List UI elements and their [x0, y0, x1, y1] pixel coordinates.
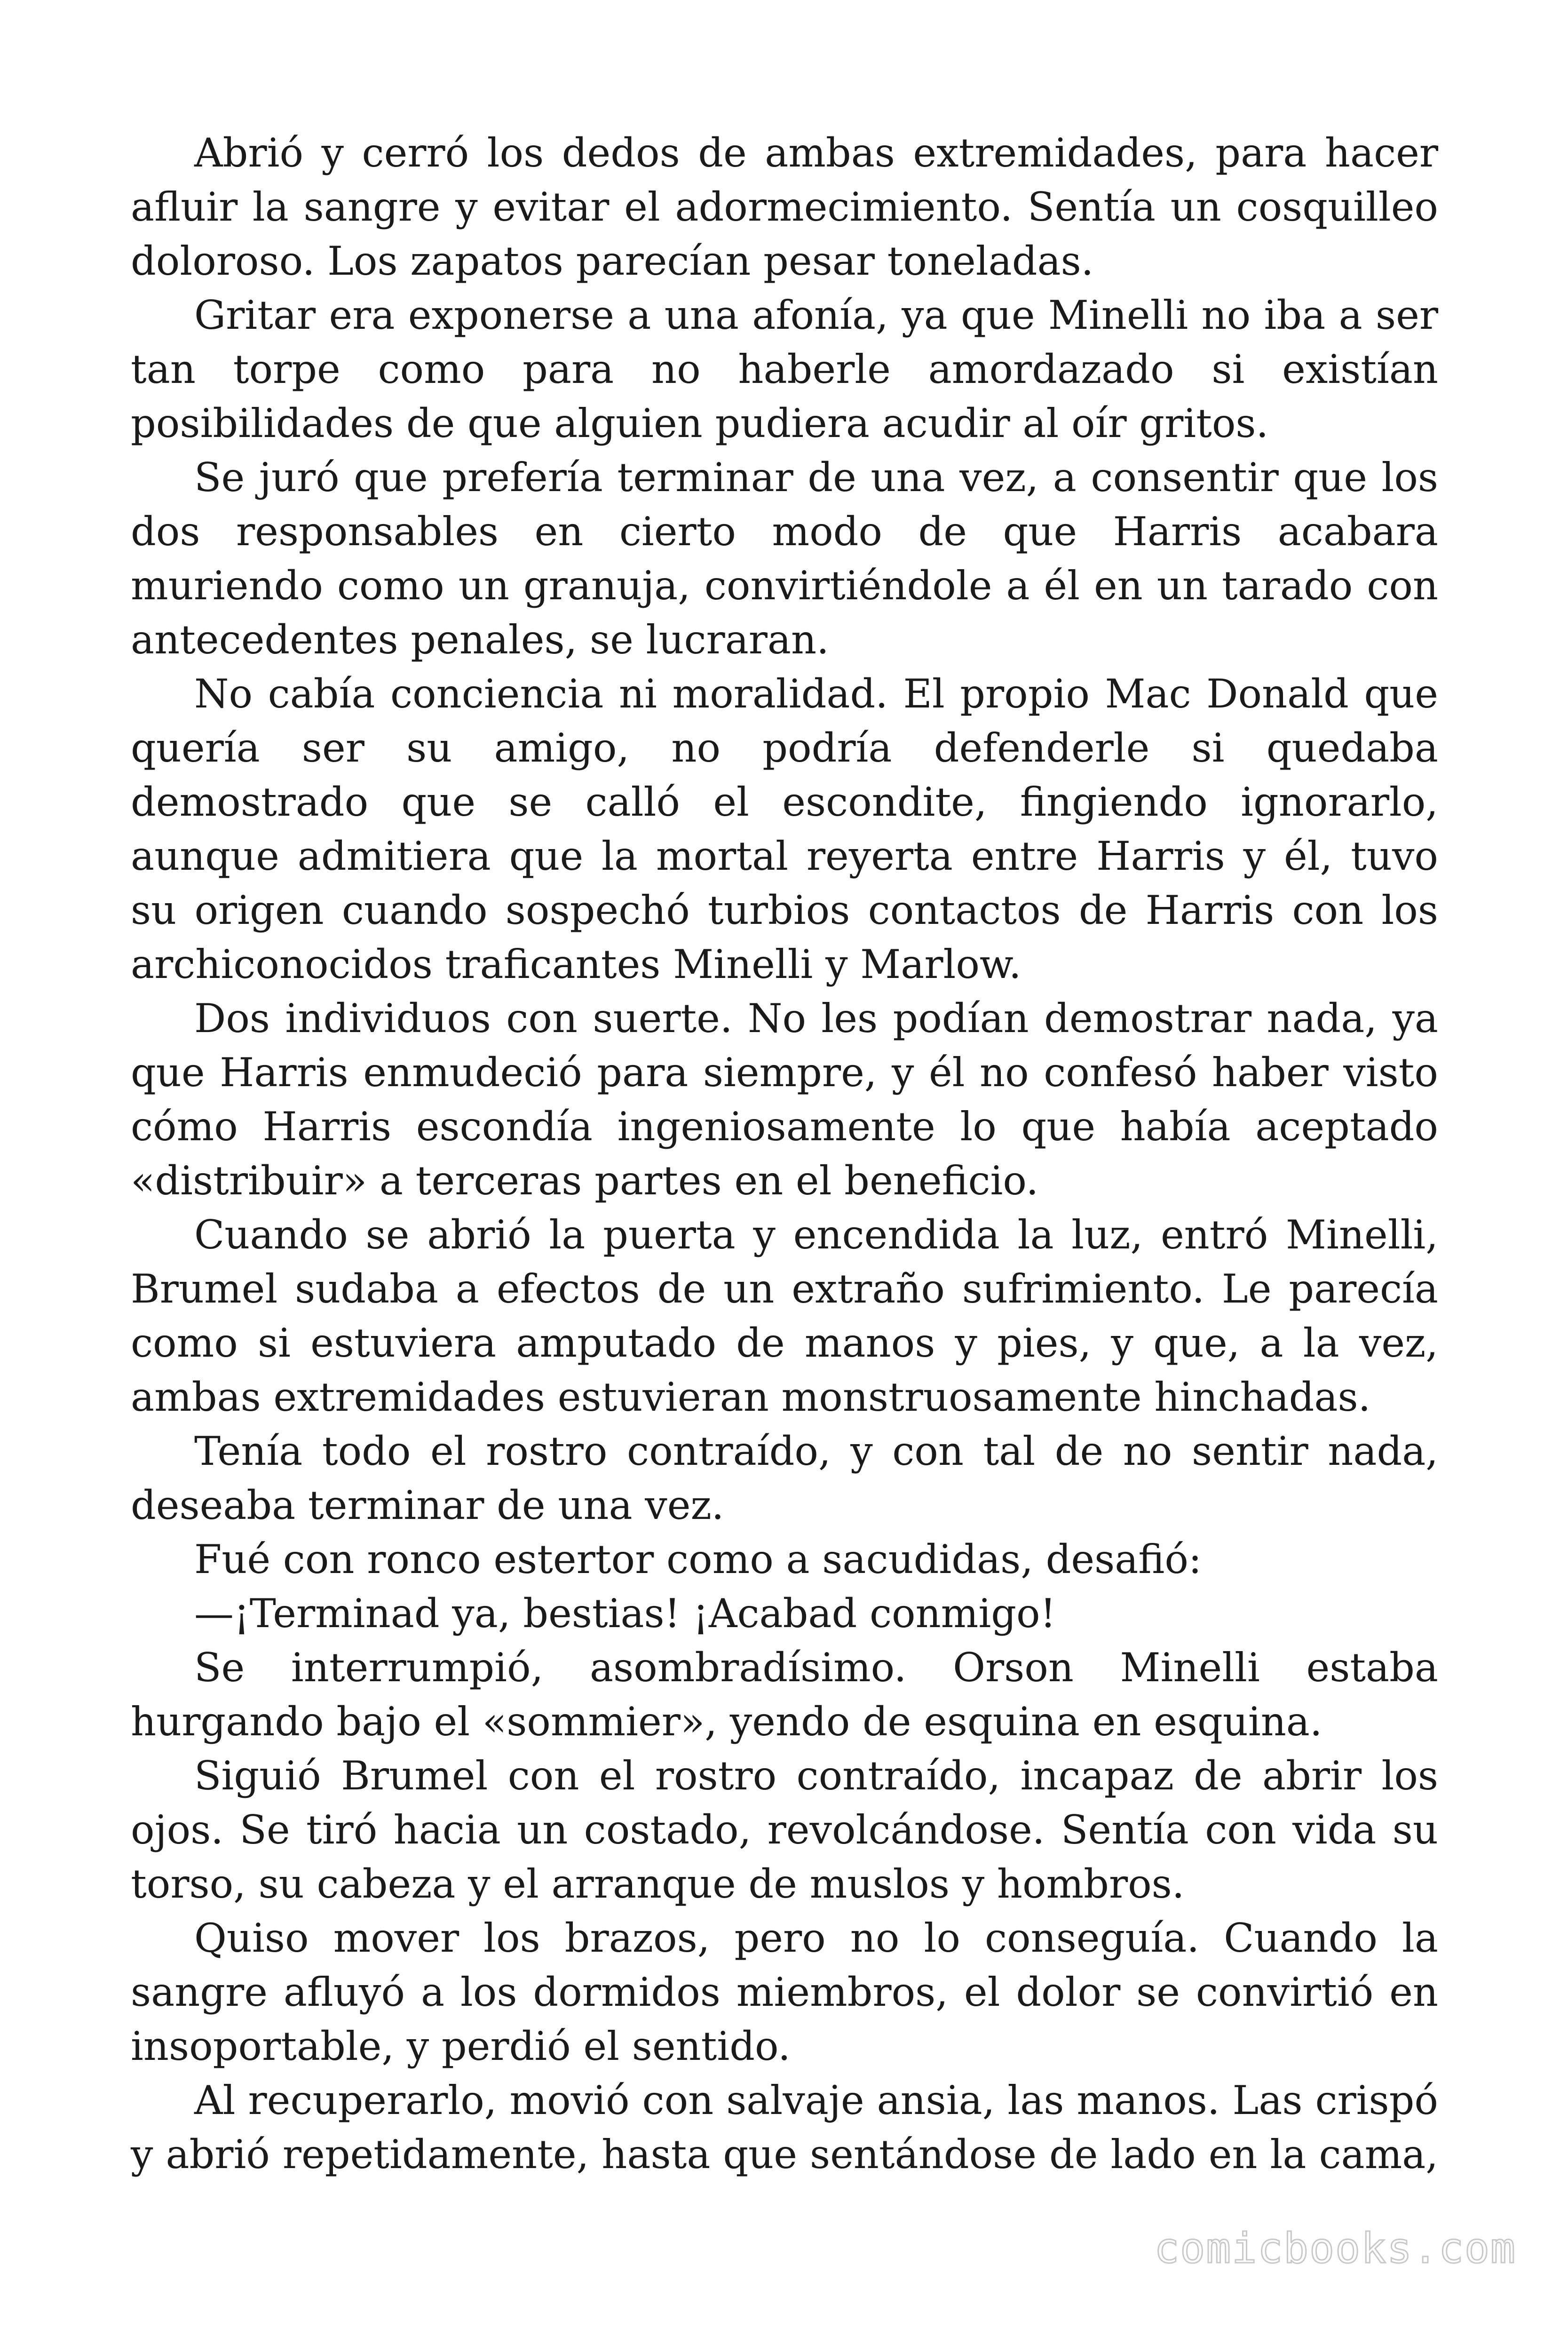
paragraph: —¡Terminad ya, bestias! ¡Acabad conmigo! — [194, 1590, 1056, 1637]
paragraph: Gritar era exponerse a una afonía, ya que Minelli no iba a ser tan torpe como para no haberle amordazado si existían posibilidades de que alguien pudiera acudir al oír gritos. — [131, 292, 1438, 446]
paragraph: Fué con ronco estertor como a sacudidas, desafió: — [194, 1536, 1202, 1582]
paragraph: Dos individuos con suerte. No les podían demostrar nada, ya que Harris enmudeció para siempre, y él no confesó haber visto cómo Harris escondía ingeniosamente lo que había aceptado «distribuir» a terceras partes en el beneficio. — [131, 995, 1438, 1204]
paragraph: Al recuperarlo, movió con salvaje ansia, las manos. Las crispó y abrió repetidamente, hasta que sentándose de lado en la cama, — [131, 2077, 1438, 2177]
paragraph: Siguió Brumel con el rostro contraído, incapaz de abrir los ojos. Se tiró hacia un costado, revolcándose. Sentía con vida su torso, su cabeza y el arranque de muslos y hombros. — [131, 1753, 1438, 1907]
watermark: comicbooks.com — [1154, 2224, 1516, 2273]
page-text-body — [131, 126, 1438, 2182]
paragraph: Quiso mover los brazos, pero no lo conseguía. Cuando la sangre afluyó a los dormidos miembros, el dolor se convirtió en insoportable, y perdió el sentido. — [131, 1915, 1438, 2069]
paragraph: Cuando se abrió la puerta y encendida la luz, entró Minelli, Brumel sudaba a efectos de un extraño sufrimiento. Le parecía como si estuviera amputado de manos y pies, y que, a la vez, ambas extremidades estuvieran monstruosamente hinchadas. — [131, 1212, 1438, 1420]
paragraph: Tenía todo el rostro contraído, y con tal de no sentir nada, deseaba terminar de una vez. — [131, 1428, 1438, 1528]
paragraph: Se juró que prefería terminar de una vez, a consentir que los dos responsables en cierto modo de que Harris acabara muriendo como un granuja, convirtiéndole a él en un tarado con antecedentes penales, se lucraran. — [131, 454, 1438, 663]
paragraph: Se interrumpió, asombradísimo. Orson Minelli estaba hurgando bajo el «sommier», yendo de esquina en esquina. — [131, 1645, 1438, 1745]
paragraph: No cabía conciencia ni moralidad. El propio Mac Donald que quería ser su amigo, no podría defenderle si quedaba demostrado que se calló el escondite, fingiendo ignorarlo, aunque admitiera que la mortal reyerta entre Harris y él, tuvo su origen cuando sospechó turbios contactos de Harris con los archiconocidos traficantes Minelli y Marlow. — [131, 671, 1438, 987]
paragraph: Abrió y cerró los dedos de ambas extremidades, para hacer afluir la sangre y evitar el adormecimiento. Sentía un cosquilleo doloroso. Los zapatos parecían pesar toneladas. — [131, 130, 1438, 284]
